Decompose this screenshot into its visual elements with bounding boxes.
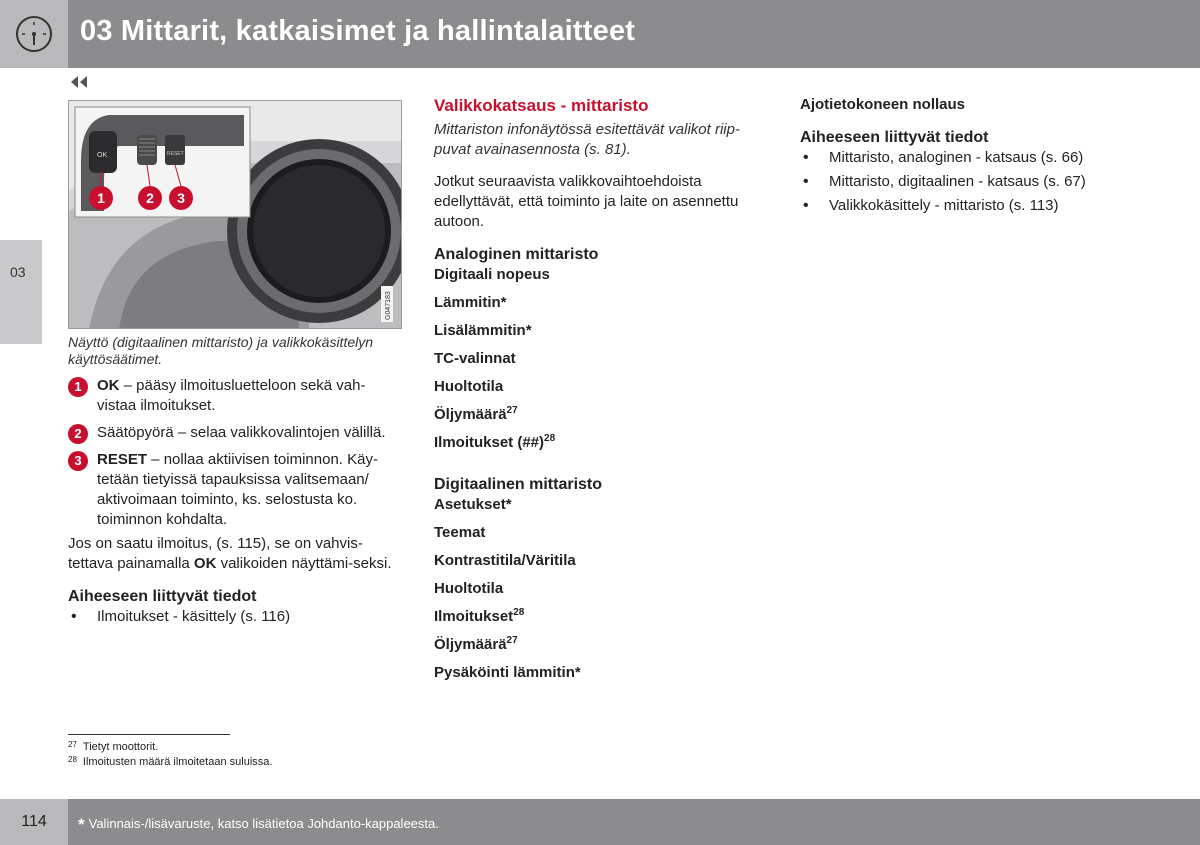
menu-item: Kontrastitila/Väritila xyxy=(434,552,576,569)
footnote-28: $^{28}$ Ilmoitusten määrä ilmoitetaan suluissa. xyxy=(68,755,273,768)
footer-page-box xyxy=(0,799,68,845)
menu-item: Huoltotila xyxy=(434,580,504,597)
item-text: – nollaa aktiivisen toiminnon. Käy-tetään tietyissä tapauksissa valitsemaan/ aktivoimaan toiminto, ks. selostusta ko. toiminnon kohdalta. xyxy=(97,451,378,528)
double-left-arrow-icon[interactable] xyxy=(70,75,90,89)
footer-note: * Valinnais-/lisävaruste, katso lisätietoa Johdanto-kappaleesta. xyxy=(78,815,439,834)
list-item-1 xyxy=(68,376,403,416)
page-header xyxy=(0,0,1200,68)
menu-item: Ilmoitukset$^{28}$ xyxy=(434,607,525,625)
intro-text: Mittariston infonäytössä esitettävät valikot riip-puvat avainasennosta (s. 81). xyxy=(434,121,740,158)
page-footer xyxy=(0,799,1200,845)
menu-item: Pysäköinti lämmitin* xyxy=(434,664,581,681)
page-number: 114 xyxy=(21,813,47,830)
footnote-ref[interactable]: 28 xyxy=(544,433,556,444)
item-bold: OK xyxy=(97,377,120,394)
menu-item: Huoltotila xyxy=(434,378,504,395)
footnote-ref[interactable]: 28 xyxy=(513,607,525,618)
related-heading: Aiheeseen liittyvät tiedot xyxy=(800,129,989,146)
section-title: Valikkokatsaus - mittaristo xyxy=(434,96,649,115)
chapter-tab[interactable] xyxy=(0,240,42,344)
menu-item: TC-valinnat xyxy=(434,350,516,367)
list-item-3 xyxy=(68,450,403,530)
menu-item: Teemat xyxy=(434,524,486,541)
related-heading: Aiheeseen liittyvät tiedot xyxy=(68,588,257,605)
figure-caption: Näyttö (digitaalinen mittaristo) ja valikkokäsittelyn käyttösäätimet. xyxy=(68,334,374,367)
left-column xyxy=(68,100,403,627)
header-icon-box xyxy=(0,0,68,68)
footnote-27: $^{27}$ Tietyt moottorit. xyxy=(68,740,159,753)
menu-item: Ajotietokoneen nollaus xyxy=(800,96,966,113)
notification-paragraph: Jos on saatu ilmoitus, (s. 115), se on vahvis-tettava painamalla OK valikoiden näyttämi-seksi. xyxy=(68,535,392,572)
body-text: Jotkut seuraavista valikkovaihtoehdoista edellyttävät, että toiminto ja laite on asennettu autoon. xyxy=(434,173,739,230)
ok-label: OK xyxy=(97,152,108,159)
middle-column xyxy=(434,95,774,683)
digital-heading: Digitaalinen mittaristo xyxy=(434,476,603,493)
svg-text:2: 2 xyxy=(146,190,154,206)
item-bold: RESET xyxy=(97,451,148,468)
number-badge: 3 xyxy=(68,451,88,471)
star-icon: * xyxy=(78,815,85,834)
item-text: Säätöpyörä – selaa valikkovalintojen välillä. xyxy=(97,424,386,441)
instrument-figure xyxy=(68,100,402,329)
menu-item: Öljymäärä$^{27}$ xyxy=(434,635,518,653)
menu-item: Lämmitin* xyxy=(434,294,507,311)
chapter-number: 03 xyxy=(10,264,26,280)
related-link[interactable]: • Mittaristo, analoginen - katsaus (s. 66) xyxy=(800,148,1160,168)
menu-item: Ilmoitukset (##)$^{28}$ xyxy=(434,433,556,451)
related-link[interactable]: • Mittaristo, digitaalinen - katsaus (s. 67) xyxy=(800,172,1160,192)
svg-text:1: 1 xyxy=(97,190,105,206)
list-item-2 xyxy=(68,423,403,443)
number-badge: 1 xyxy=(68,377,88,397)
related-link[interactable]: • Valikkokäsittely - mittaristo (s. 113) xyxy=(800,196,1160,216)
footnote-ref[interactable]: 27 xyxy=(506,405,518,416)
menu-item: Lisälämmitin* xyxy=(434,322,532,339)
related-link[interactable]: • Ilmoitukset - käsittely (s. 116) xyxy=(68,607,403,627)
callout-2 xyxy=(138,186,162,210)
callout-3 xyxy=(169,186,193,210)
instrument-cluster-illustration xyxy=(69,101,402,329)
analog-heading: Analoginen mittaristo xyxy=(434,246,599,263)
item-text: – pääsy ilmoitusluetteloon sekä vah-vistaa ilmoitukset. xyxy=(97,377,366,414)
callout-1 xyxy=(89,186,113,210)
speedometer-icon xyxy=(0,0,68,68)
footnote-ref[interactable]: 27 xyxy=(506,635,518,646)
figure-code: G047183 xyxy=(385,291,392,320)
footnotes xyxy=(68,740,272,770)
number-badge: 2 xyxy=(68,424,88,444)
reset-label: RESET xyxy=(167,151,184,157)
page-title: 03 Mittarit, katkaisimet ja hallintalaitteet xyxy=(80,15,636,47)
footnote-divider xyxy=(68,734,230,735)
right-column xyxy=(800,95,1160,216)
svg-text:3: 3 xyxy=(177,190,185,206)
menu-item: Öljymäärä$^{27}$ xyxy=(434,405,518,423)
menu-item: Asetukset* xyxy=(434,496,512,513)
menu-item: Digitaali nopeus xyxy=(434,266,550,283)
